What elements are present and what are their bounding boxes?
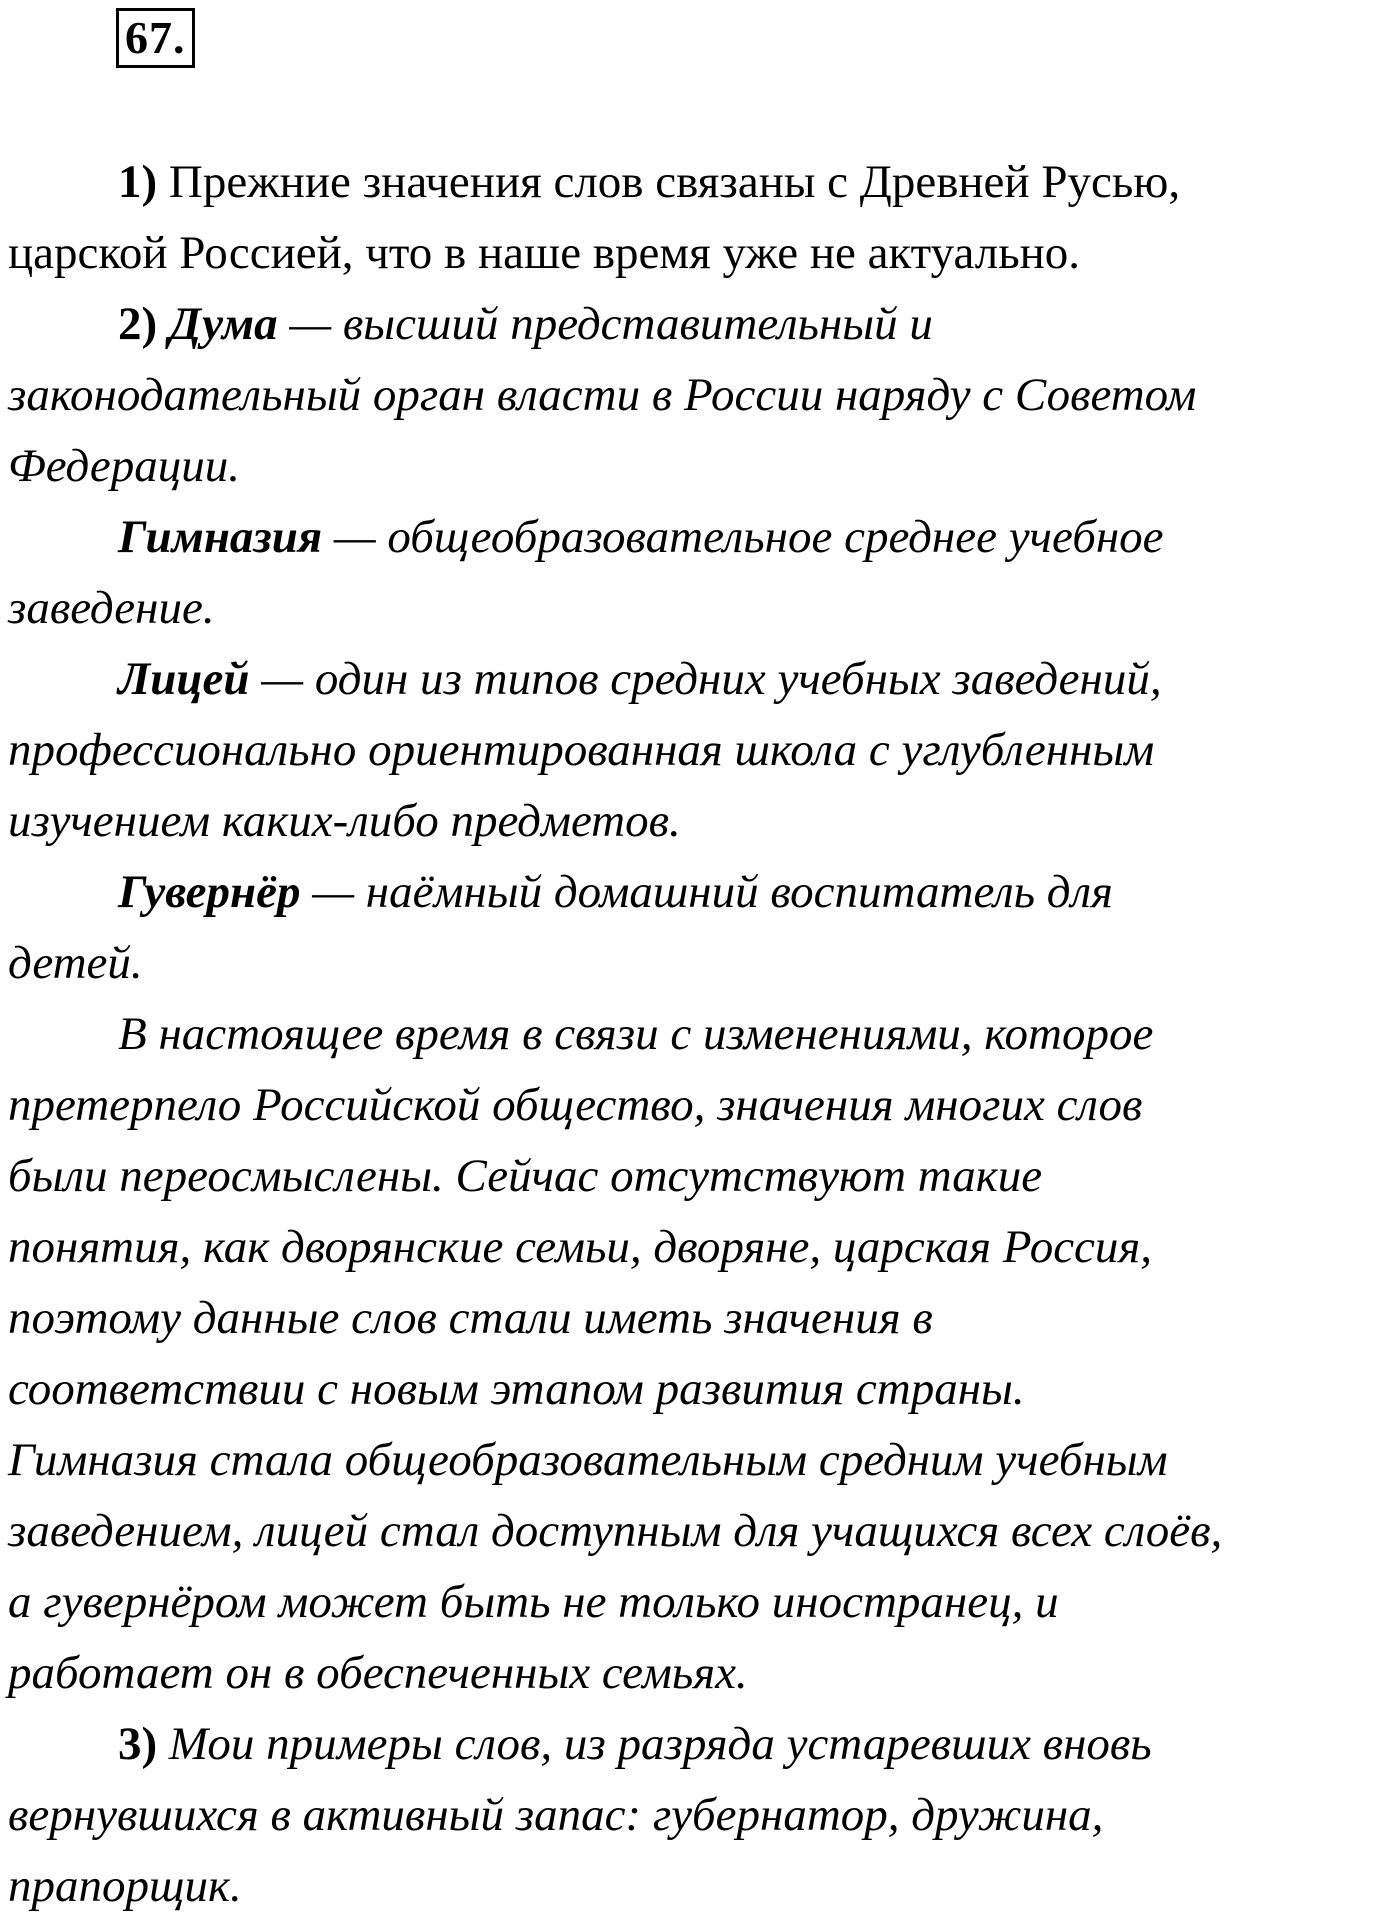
text-line xyxy=(8,1070,1400,1141)
text-fragment: — наёмный домашний воспитатель для xyxy=(300,866,1113,918)
term: Дума xyxy=(168,298,278,350)
text-line xyxy=(8,1638,1400,1709)
text-line xyxy=(8,1709,1400,1780)
item-marker: 1) xyxy=(118,156,158,208)
text-line xyxy=(8,644,1400,715)
text-fragment: В настоящее время в связи с изменениями, которое xyxy=(118,1008,1154,1060)
text-fragment: изучением каких-либо предметов. xyxy=(8,795,681,847)
task-number: 67 xyxy=(125,12,173,63)
text-fragment: — общеобразовательное среднее учебное xyxy=(322,511,1164,563)
term: Лицей xyxy=(118,653,250,705)
text-line xyxy=(8,1496,1400,1567)
text-fragment: вернувшихся в активный запас: губернатор, дружина, xyxy=(8,1789,1104,1841)
text-line xyxy=(8,502,1400,573)
text-fragment: царской Россией, что в наше время уже не актуально. xyxy=(8,227,1081,279)
term: Гувернёр xyxy=(118,866,301,918)
term: Гимназия xyxy=(118,511,323,563)
text-line xyxy=(8,786,1400,857)
text-line xyxy=(8,1354,1400,1425)
text-line xyxy=(8,1212,1400,1283)
document-page xyxy=(8,0,1400,1916)
text-fragment: работает он в обеспеченных семьях. xyxy=(8,1647,748,1699)
text-line xyxy=(8,431,1400,502)
item-marker: 3) xyxy=(118,1718,158,1770)
item-marker: 2) xyxy=(118,298,169,350)
text-fragment: Гимназия стала общеобразовательным средним учебным xyxy=(8,1434,1168,1486)
text-line xyxy=(8,1425,1400,1496)
text-fragment: соответствии с новым этапом развития страны. xyxy=(8,1363,1025,1415)
text-fragment: поэтому данные слов стали иметь значения в xyxy=(8,1292,933,1344)
text-line xyxy=(8,999,1400,1070)
text-line xyxy=(8,147,1400,218)
text-fragment: профессионально ориентированная школа с углубленным xyxy=(8,724,1155,776)
text-fragment: заведение. xyxy=(8,582,215,634)
text-fragment: заведением, лицей стал доступным для учащихся всех слоёв, xyxy=(8,1505,1223,1557)
text-line xyxy=(8,360,1400,431)
text-line xyxy=(8,289,1400,360)
text-line xyxy=(8,857,1400,928)
text-line xyxy=(8,1567,1400,1638)
text-fragment: Мои примеры слов, из разряда устаревших вновь xyxy=(157,1718,1152,1770)
text-fragment: — один из типов средних учебных заведений, xyxy=(249,653,1162,705)
text-fragment: Прежние значения слов связаны с Древней Русью, xyxy=(157,156,1181,208)
text-line xyxy=(8,1283,1400,1354)
text-fragment: детей. xyxy=(8,937,143,989)
text-line xyxy=(8,1780,1400,1851)
task-number-dot: . xyxy=(173,12,186,63)
text-fragment: законодательный орган власти в России наряду с Советом xyxy=(8,369,1197,421)
text-line xyxy=(8,928,1400,999)
text-fragment: а гувернёром может быть не только иностранец, и xyxy=(8,1576,1059,1628)
text-line xyxy=(8,1141,1400,1212)
text-line xyxy=(8,715,1400,786)
text-fragment: Федерации. xyxy=(8,440,240,492)
text-fragment: прапорщик. xyxy=(8,1860,242,1912)
text-fragment: — высший представительный и xyxy=(277,298,933,350)
task-number-box xyxy=(116,8,195,68)
text-fragment: претерпело Российской общество, значения многих слов xyxy=(8,1079,1143,1131)
text-line xyxy=(8,218,1400,289)
text-fragment: понятия, как дворянские семьи, дворяне, царская Россия, xyxy=(8,1221,1153,1273)
text-line xyxy=(8,1851,1400,1922)
text-line xyxy=(8,573,1400,644)
text-fragment: были переосмыслены. Сейчас отсутствуют такие xyxy=(8,1150,1043,1202)
answer-text xyxy=(8,147,1400,1922)
